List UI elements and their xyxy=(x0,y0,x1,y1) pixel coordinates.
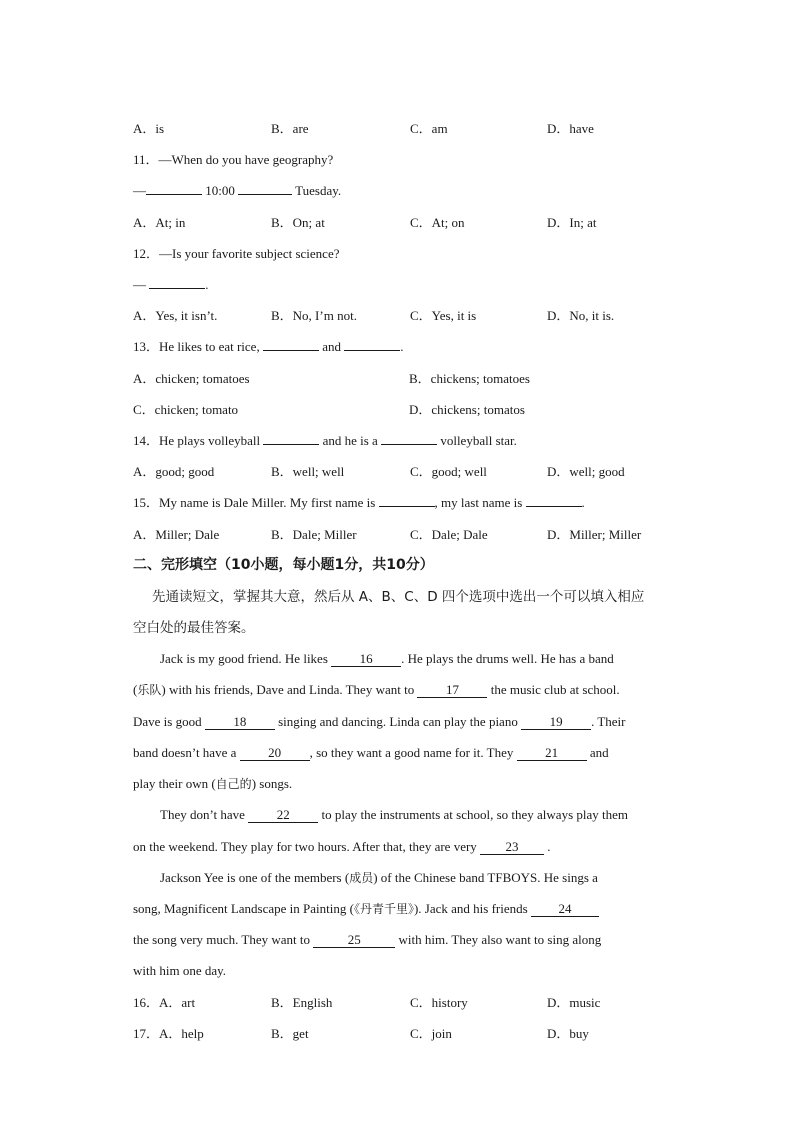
q12-stem: 12．—Is your favorite subject science? xyxy=(133,246,340,261)
q12-option-a: A．Yes, it isn’t. xyxy=(133,308,218,323)
q14-stem-end: volleyball star. xyxy=(437,433,517,448)
q16-label: 16． xyxy=(133,995,160,1010)
passage-text: with him. They also want to sing along xyxy=(395,932,602,947)
q10-option-d: D．have xyxy=(547,121,594,136)
q15-option-c: C．Dale; Dale xyxy=(410,527,488,542)
passage-text: . xyxy=(544,839,551,854)
passage-text: play their own ( xyxy=(133,776,216,791)
q10-option-a: A．is xyxy=(133,121,165,136)
passage-text-cn: 自己的 xyxy=(215,777,252,791)
blank-22: 22 xyxy=(248,808,318,823)
passage-text-cn: 成员 xyxy=(349,871,374,885)
q11-stem: 11．—When do you have geography? xyxy=(133,152,334,167)
passage-text: and xyxy=(586,745,609,760)
blank-17: 17 xyxy=(417,683,487,698)
q12-answer-prefix: — xyxy=(133,277,150,292)
q15-stem-end: . xyxy=(581,495,585,510)
passage-text: the music club at school. xyxy=(487,682,620,697)
passage-p1-line2 xyxy=(133,681,620,699)
q16-option-b: B．English xyxy=(271,995,333,1010)
q12-option-b: B．No, I’m not. xyxy=(271,308,357,323)
passage-p1-line1 xyxy=(160,650,614,668)
q14-option-a: A．good; good xyxy=(133,464,215,479)
q13-stem-start: 13．He likes to eat rice, xyxy=(133,339,263,354)
passage-text: the song very much. They want to xyxy=(133,932,314,947)
section-instructions-line2: 空白处的最佳答案。 xyxy=(133,620,255,636)
q15-option-d: D．Miller; Miller xyxy=(547,527,642,542)
q11-option-c: C．At; on xyxy=(410,215,465,230)
blank-23: 23 xyxy=(480,840,544,855)
passage-text: band doesn’t have a xyxy=(133,745,240,760)
q14-blank-2 xyxy=(381,444,437,445)
blank-16: 16 xyxy=(331,652,401,667)
section-instructions-line1: 先通读短文，掌握其大意，然后从 A、B、C、D 四个选项中选出一个可以填入相应 xyxy=(152,589,645,605)
q15-stem-mid: , my last name is xyxy=(434,495,526,510)
q17-option-c: C．join xyxy=(410,1026,452,1041)
q15-blank-1 xyxy=(379,506,435,507)
q11-blank-2 xyxy=(238,194,292,195)
passage-text: . He plays the drums well. He has a band xyxy=(401,651,614,666)
q15-blank-2 xyxy=(526,506,582,507)
blank-19: 19 xyxy=(521,715,591,730)
q13-stem-end: . xyxy=(400,339,404,354)
passage-p1-line5 xyxy=(133,775,292,793)
q11-answer-line xyxy=(133,182,341,200)
section-heading-cloze: 二、完形填空（10小题，每小题1分，共10分） xyxy=(133,557,434,573)
passage-p1-line3 xyxy=(133,713,626,731)
passage-text: ( xyxy=(133,682,138,697)
q14-option-b: B．well; well xyxy=(271,464,345,479)
blank-21: 21 xyxy=(517,746,587,761)
q15-stem-start: 15．My name is Dale Miller. My first name is xyxy=(133,495,379,510)
q14-option-d: D．well; good xyxy=(547,464,625,479)
q14-blank-1 xyxy=(263,444,319,445)
passage-text: to play the instruments at school, so they always play them xyxy=(318,807,628,822)
q15-stem xyxy=(133,494,585,512)
passage-p2-line2 xyxy=(133,838,551,856)
q12-blank xyxy=(149,288,205,289)
passage-text: ) with his friends, Dave and Linda. They want to xyxy=(161,682,418,697)
q13-option-d: D．chickens; tomatos xyxy=(409,402,525,417)
passage-text: Jackson Yee is one of the members ( xyxy=(160,870,350,885)
blank-24: 24 xyxy=(531,902,599,917)
q13-option-b: B．chickens; tomatoes xyxy=(409,371,530,386)
q10-option-b: B．are xyxy=(271,121,309,136)
passage-text: Dave is good xyxy=(133,714,205,729)
passage-text: , so they want a good name for it. They xyxy=(309,745,517,760)
q15-option-b: B．Dale; Miller xyxy=(271,527,357,542)
blank-25: 25 xyxy=(313,933,395,948)
passage-text: song, Magnificent Landscape in Painting ( xyxy=(133,901,354,916)
q13-option-c: C．chicken; tomato xyxy=(133,402,239,417)
q11-option-b: B．On; at xyxy=(271,215,325,230)
q11-answer-mid: 10:00 xyxy=(202,183,239,198)
q17-option-d: D．buy xyxy=(547,1026,589,1041)
blank-18: 18 xyxy=(205,715,275,730)
q11-blank-1 xyxy=(146,194,202,195)
q17-label: 17． xyxy=(133,1026,160,1041)
q11-option-a: A．At; in xyxy=(133,215,186,230)
q12-answer-line xyxy=(133,276,209,294)
passage-p3-line2 xyxy=(133,900,599,918)
passage-text-cn: 《丹青千里》 xyxy=(353,902,414,916)
q11-option-d: D．In; at xyxy=(547,215,597,230)
q13-option-a: A．chicken; tomatoes xyxy=(133,371,250,386)
q10-option-c: C．am xyxy=(410,121,448,136)
passage-text: on the weekend. They play for two hours. After that, they are very xyxy=(133,839,481,854)
q16-option-a xyxy=(133,994,195,1012)
q12-answer-end: . xyxy=(205,277,209,292)
passage-text: ) of the Chinese band TFBOYS. He sings a xyxy=(373,870,598,885)
q13-blank-1 xyxy=(263,350,319,351)
q16-option-d: D．music xyxy=(547,995,601,1010)
q12-option-d: D．No, it is. xyxy=(547,308,615,323)
passage-text: Jack is my good friend. He likes xyxy=(160,651,332,666)
q16-option-a-text: A．art xyxy=(159,995,196,1010)
passage-p3-line4: with him one day. xyxy=(133,963,227,978)
passage-p3-line1 xyxy=(160,869,598,887)
passage-p3-line3 xyxy=(133,931,601,949)
q17-option-b: B．get xyxy=(271,1026,309,1041)
q11-answer-prefix: — xyxy=(133,183,146,198)
q17-option-a xyxy=(133,1025,204,1043)
q13-blank-2 xyxy=(344,350,400,351)
q13-stem xyxy=(133,338,404,356)
q14-stem xyxy=(133,432,517,450)
q12-option-c: C．Yes, it is xyxy=(410,308,477,323)
q17-option-a-text: A．help xyxy=(159,1026,204,1041)
q15-option-a: A．Miller; Dale xyxy=(133,527,220,542)
passage-text: They don’t have xyxy=(160,807,249,822)
passage-p1-line4 xyxy=(133,744,609,762)
passage-text-cn: 乐队 xyxy=(137,683,162,697)
q16-option-c: C．history xyxy=(410,995,468,1010)
passage-p2-line1 xyxy=(160,806,628,824)
q14-stem-mid: and he is a xyxy=(319,433,382,448)
passage-text: singing and dancing. Linda can play the piano xyxy=(274,714,522,729)
q14-stem-start: 14．He plays volleyball xyxy=(133,433,264,448)
q13-stem-mid: and xyxy=(318,339,345,354)
passage-text: ). Jack and his friends xyxy=(413,901,531,916)
passage-text: . Their xyxy=(591,714,626,729)
passage-text: ) songs. xyxy=(251,776,293,791)
q14-option-c: C．good; well xyxy=(410,464,487,479)
blank-20: 20 xyxy=(240,746,310,761)
q11-answer-end: Tuesday. xyxy=(292,183,342,198)
